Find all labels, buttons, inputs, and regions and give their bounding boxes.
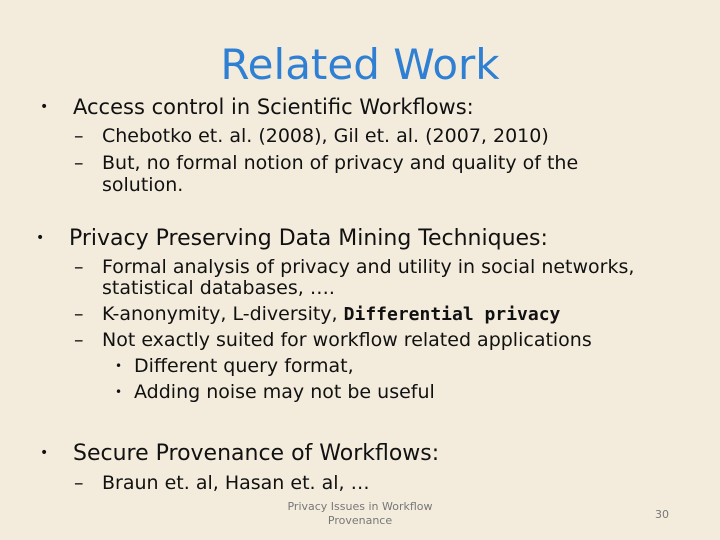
page-number: 30: [655, 508, 669, 521]
slide-title: Related Work: [220, 40, 500, 89]
sub-bullet-formal-analysis-cont: statistical databases, ….: [102, 277, 335, 299]
sub-bullet-braun: – Braun et. al, Hasan et. al, …: [102, 472, 370, 494]
sub-sub-bullet-adding-noise: • Adding noise may not be useful: [134, 381, 435, 403]
sub-bullet-no-formal-notion-cont: solution.: [102, 174, 184, 196]
sub-bullet-formal-analysis: – Formal analysis of privacy and utility in social networks,: [102, 256, 634, 278]
sub-bullet-chebotko: – Chebotko et. al. (2008), Gil et. al. (2007, 2010): [102, 125, 549, 147]
sub-bullet-not-suited: – Not exactly suited for workflow related applications: [102, 329, 592, 351]
bullet-secure-provenance: • Secure Provenance of Workflows:: [73, 441, 439, 466]
differential-privacy-term: Differential privacy: [343, 304, 561, 325]
k-anonymity-text: K-anonymity, L-diversity,: [102, 303, 338, 325]
slide-footer: [270, 500, 450, 528]
sub-bullet-no-formal-notion: – But, no formal notion of privacy and quality of the: [102, 152, 578, 174]
footer-line-2: Provenance: [327, 514, 393, 527]
footer-line-1: Privacy Issues in Workflow: [287, 500, 433, 513]
bullet-access-control: • Access control in Scientific Workflows:: [73, 95, 474, 119]
sub-sub-bullet-query-format: • Different query format,: [134, 355, 354, 377]
bullet-ppdm: • Privacy Preserving Data Mining Techniques:: [69, 226, 548, 251]
sub-bullet-k-anonymity: [102, 303, 560, 325]
